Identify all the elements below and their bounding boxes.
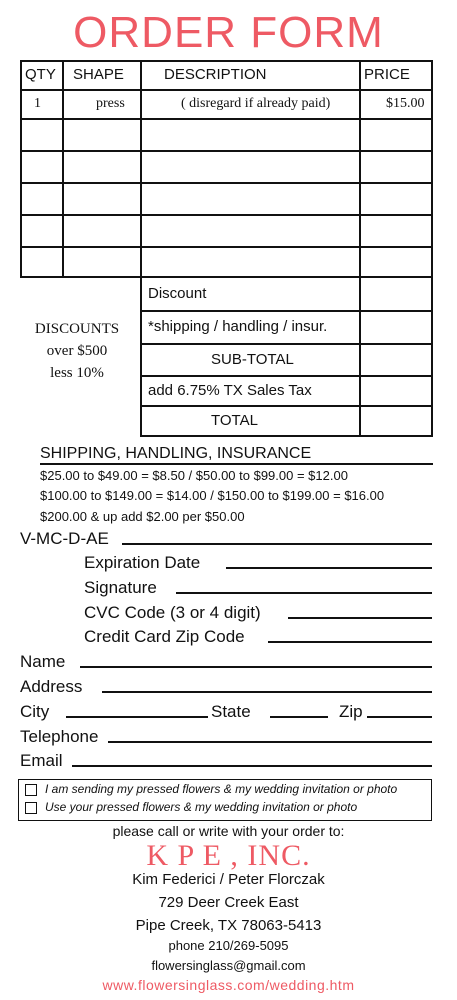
subtotal-label: SUB-TOTAL bbox=[211, 351, 294, 368]
shipping-rate-3: $200.00 & up add $2.00 per $50.00 bbox=[40, 509, 245, 524]
tax-label: add 6.75% TX Sales Tax bbox=[148, 382, 312, 399]
zip-label: Zip bbox=[339, 702, 363, 721]
expiration-field[interactable] bbox=[226, 567, 432, 569]
contact-phone: phone 210/269-5095 bbox=[168, 938, 289, 953]
state-field[interactable] bbox=[270, 716, 328, 718]
signature-field[interactable] bbox=[176, 592, 432, 594]
shipping-rule bbox=[40, 463, 433, 465]
discounts-rate: less 10% bbox=[50, 365, 104, 381]
table-rule bbox=[20, 246, 433, 248]
contact-email[interactable]: flowersinglass@gmail.com bbox=[151, 958, 306, 973]
shipping-label: *shipping / handling / insur. bbox=[148, 318, 328, 335]
row1-qty: 1 bbox=[34, 96, 41, 111]
discounts-heading: DISCOUNTS bbox=[34, 321, 120, 337]
summary-rule bbox=[140, 405, 433, 407]
summary-divider bbox=[431, 278, 433, 436]
zip-field[interactable] bbox=[367, 716, 432, 718]
table-rule bbox=[20, 214, 433, 216]
header-price: PRICE bbox=[364, 66, 410, 83]
cc-zip-field[interactable] bbox=[268, 641, 432, 643]
row1-price: $15.00 bbox=[386, 96, 425, 111]
table-rule bbox=[20, 182, 433, 184]
contact-street: 729 Deer Creek East bbox=[158, 894, 299, 911]
option-use-flowers-label: Use your pressed flowers & my wedding invitation or photo bbox=[45, 800, 358, 814]
card-type-label: V-MC-D-AE bbox=[20, 529, 109, 548]
row1-shape: press bbox=[96, 96, 125, 111]
option-send-flowers-label: I am sending my pressed flowers & my wedding invitation or photo bbox=[45, 782, 398, 796]
summary-rule bbox=[140, 375, 433, 377]
city-field[interactable] bbox=[66, 716, 208, 718]
email-field[interactable] bbox=[72, 765, 432, 767]
summary-rule bbox=[140, 343, 433, 345]
summary-rule bbox=[140, 310, 433, 312]
summary-rule bbox=[140, 435, 433, 437]
row1-description: ( disregard if already paid) bbox=[181, 96, 331, 111]
table-rule bbox=[20, 150, 433, 152]
cc-zip-label: Credit Card Zip Code bbox=[84, 627, 245, 646]
discount-label: Discount bbox=[148, 285, 207, 302]
telephone-field[interactable] bbox=[108, 741, 432, 743]
signature-label: Signature bbox=[84, 578, 157, 597]
cvc-field[interactable] bbox=[288, 617, 432, 619]
name-label: Name bbox=[20, 652, 66, 671]
header-description: DESCRIPTION bbox=[164, 66, 267, 83]
header-shape: SHAPE bbox=[73, 66, 124, 83]
state-label: State bbox=[211, 702, 251, 721]
shipping-rate-2: $100.00 to $149.00 = $14.00 / $150.00 to $199.00 = $16.00 bbox=[40, 488, 385, 503]
shipping-title: SHIPPING, HANDLING, INSURANCE bbox=[40, 445, 312, 462]
discounts-threshold: over $500 bbox=[46, 343, 108, 359]
page-title: ORDER FORM bbox=[73, 8, 384, 57]
total-label: TOTAL bbox=[211, 412, 258, 429]
contact-website[interactable]: www.flowersinglass.com/wedding.htm bbox=[102, 977, 355, 993]
telephone-label: Telephone bbox=[20, 727, 99, 746]
option-use-flowers-checkbox[interactable] bbox=[25, 802, 37, 814]
contact-city: Pipe Creek, TX 78063-5413 bbox=[135, 917, 322, 934]
address-label: Address bbox=[20, 677, 83, 696]
company-name: K P E , INC. bbox=[146, 839, 311, 872]
header-qty: QTY bbox=[25, 66, 56, 83]
contact-names: Kim Federici / Peter Florczak bbox=[132, 871, 325, 888]
contact-intro: please call or write with your order to: bbox=[112, 823, 345, 839]
option-send-flowers-checkbox[interactable] bbox=[25, 784, 37, 796]
email-label: Email bbox=[20, 751, 63, 770]
summary-divider bbox=[140, 278, 142, 436]
shipping-rate-1: $25.00 to $49.00 = $8.50 / $50.00 to $99.00 = $12.00 bbox=[40, 468, 348, 483]
city-label: City bbox=[20, 702, 50, 721]
table-rule bbox=[20, 118, 433, 120]
expiration-label: Expiration Date bbox=[84, 553, 201, 572]
summary-divider bbox=[359, 278, 361, 436]
cvc-label: CVC Code (3 or 4 digit) bbox=[84, 603, 261, 622]
name-field[interactable] bbox=[80, 666, 432, 668]
address-field[interactable] bbox=[102, 691, 432, 693]
table-rule bbox=[20, 89, 433, 91]
card-type-field[interactable] bbox=[122, 543, 432, 545]
